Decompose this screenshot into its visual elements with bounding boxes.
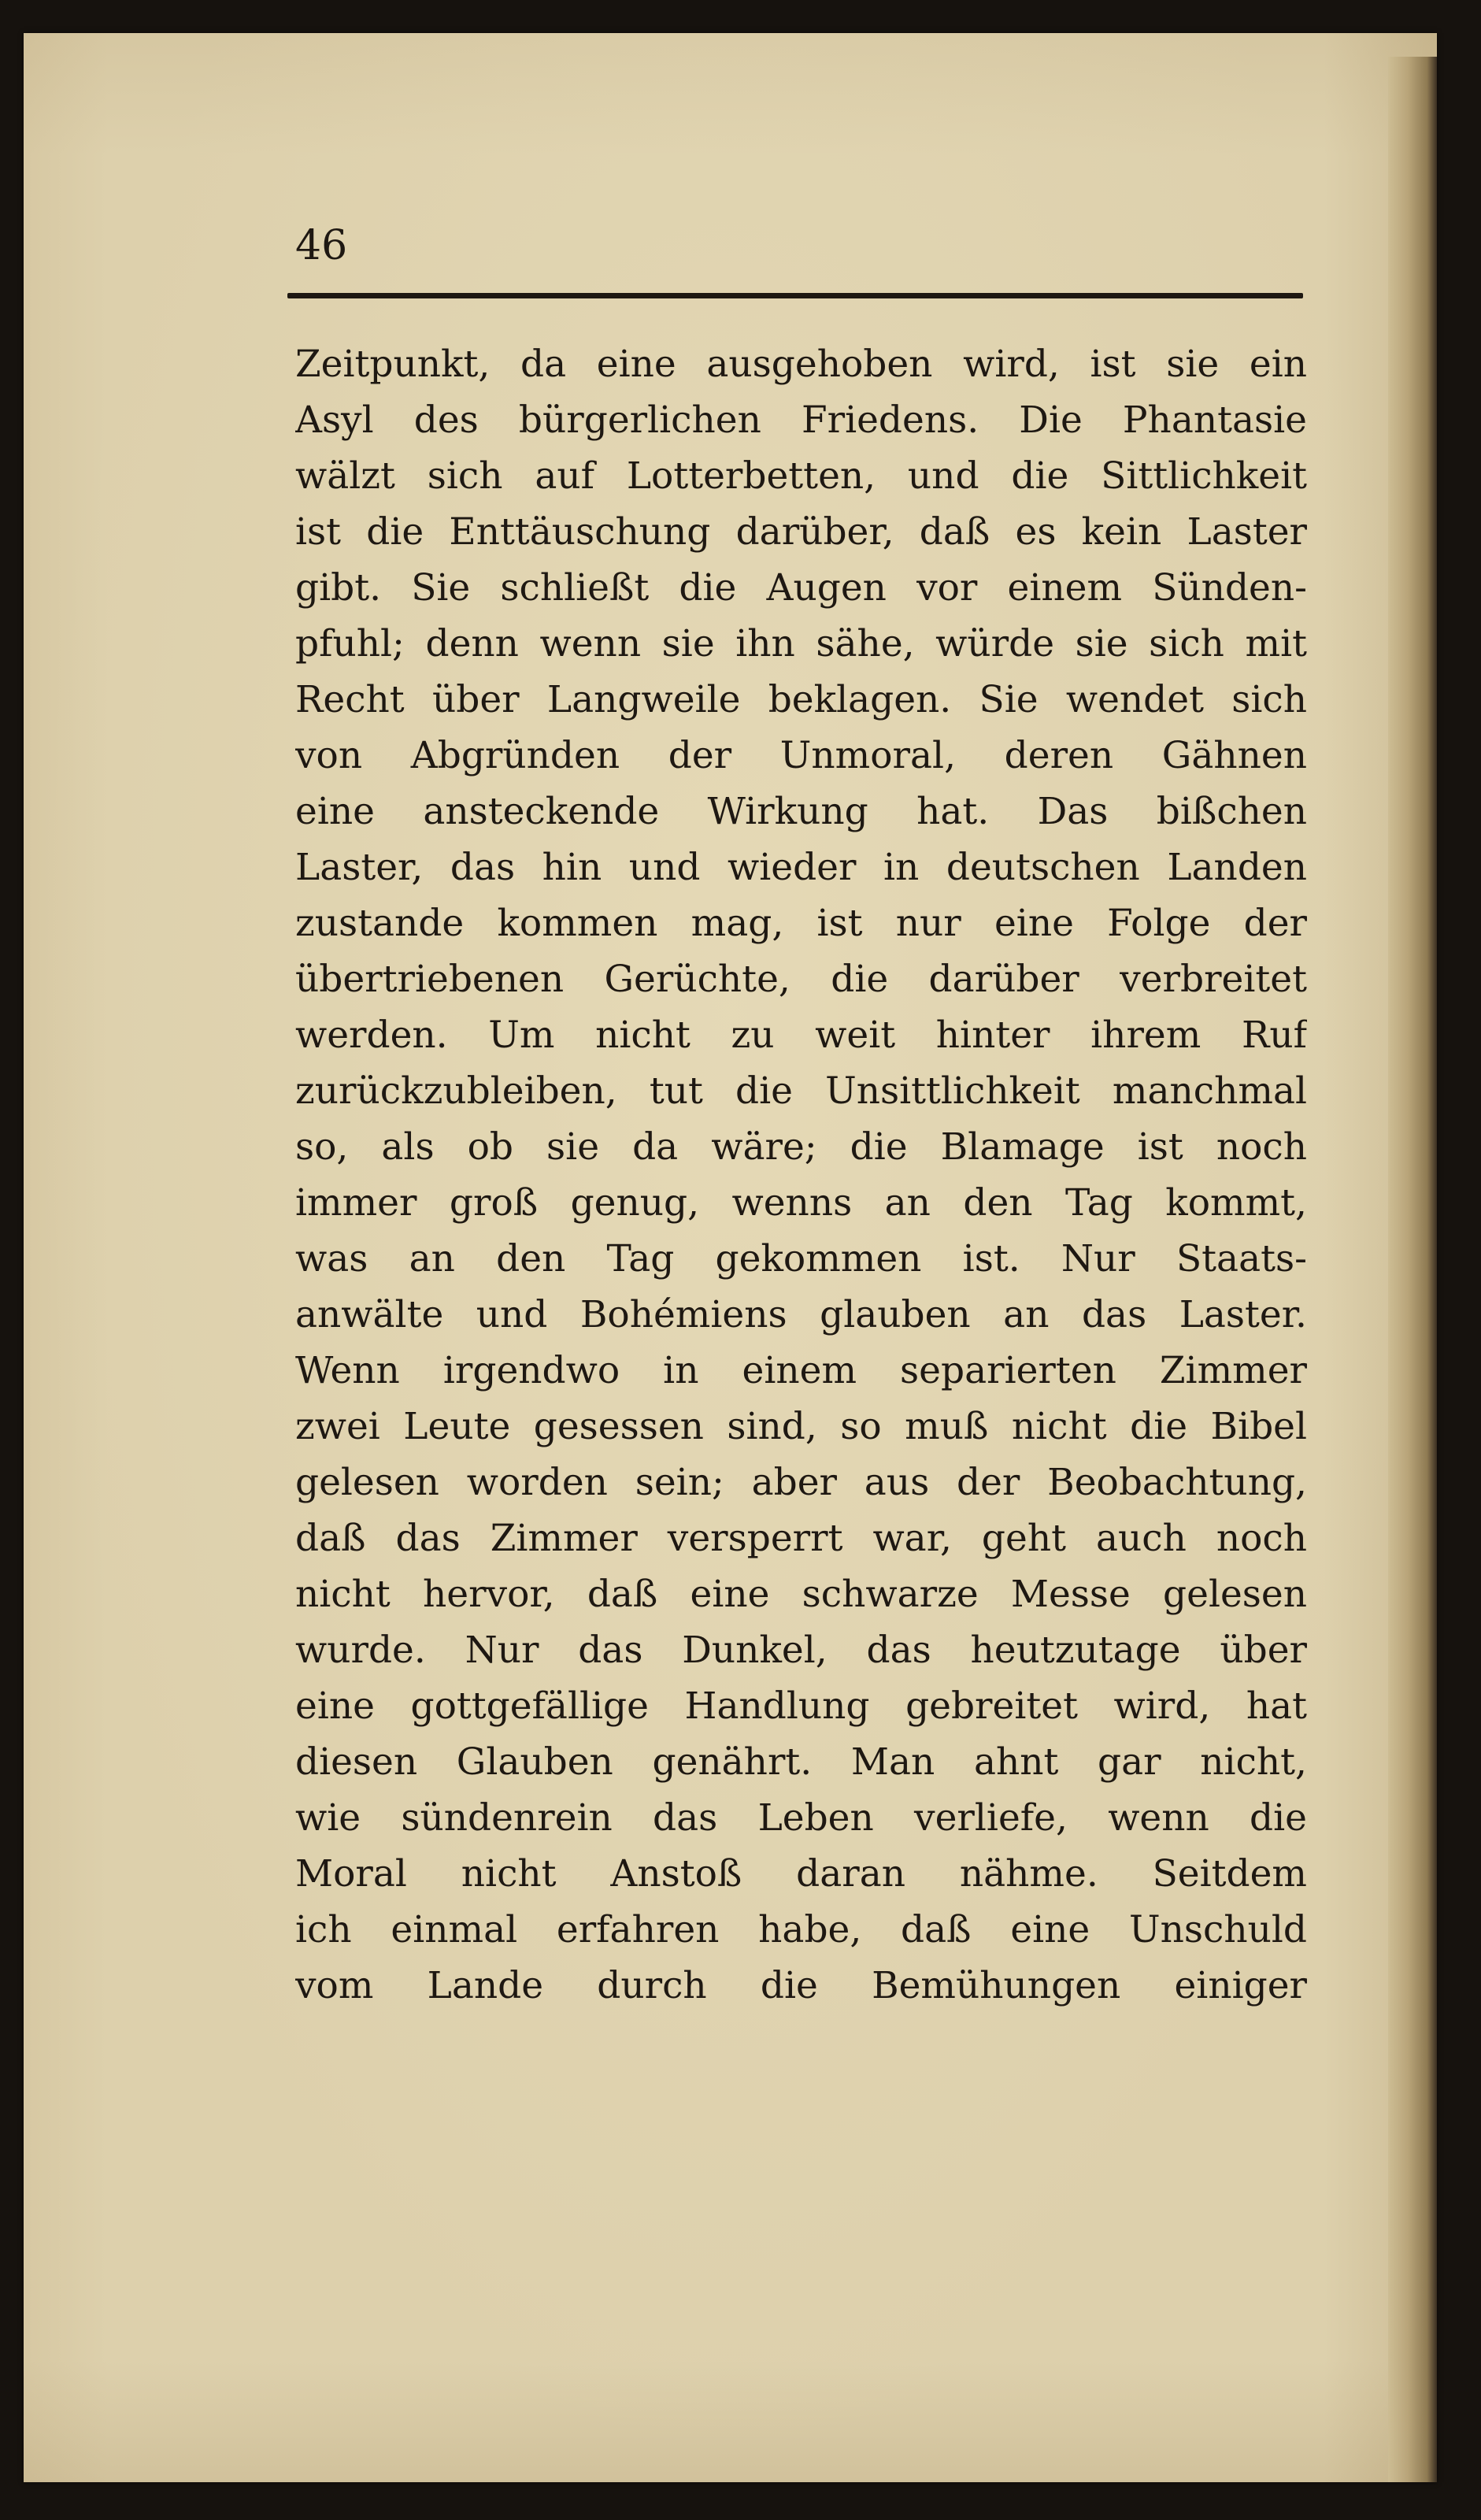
text-line: immer groß genug, wenns an den Tag kommt,	[295, 1181, 1307, 1225]
text-line: vom Lande durch die Bemühungen einiger	[295, 1964, 1307, 2007]
text-line: eine gottgefällige Handlung gebreitet wird, hat	[295, 1684, 1307, 1728]
text-line: übertriebenen Gerüchte, die darüber verbreitet	[295, 958, 1307, 1001]
text-line: zustande kommen mag, ist nur eine Folge der	[295, 902, 1307, 945]
text-line: eine ansteckende Wirkung hat. Das bißchen	[295, 790, 1307, 833]
page-edge-shadow	[1388, 57, 1437, 2482]
text-line: zurückzubleiben, tut die Unsittlichkeit manchmal	[295, 1069, 1307, 1113]
text-line: ist die Enttäuschung darüber, daß es kein Laster	[295, 510, 1307, 554]
text-line: Moral nicht Anstoß daran nähme. Seitdem	[295, 1852, 1307, 1896]
text-line: wurde. Nur das Dunkel, das heutzutage über	[295, 1629, 1307, 1672]
text-line: ich einmal erfahren habe, daß eine Unschuld	[295, 1908, 1307, 1951]
text-line: gibt. Sie schließt die Augen vor einem Sünden-	[295, 566, 1307, 610]
page-number: 46	[295, 222, 348, 269]
text-line: wälzt sich auf Lotterbetten, und die Sittlichkeit	[295, 454, 1307, 498]
text-line: Wenn irgendwo in einem separierten Zimmer	[295, 1349, 1307, 1392]
text-line: diesen Glauben genährt. Man ahnt gar nicht,	[295, 1740, 1307, 1784]
text-line: so, als ob sie da wäre; die Blamage ist noch	[295, 1125, 1307, 1169]
text-line: Zeitpunkt, da eine ausgehoben wird, ist sie ein	[295, 343, 1307, 386]
text-line: Asyl des bürgerlichen Friedens. Die Phantasie	[295, 398, 1307, 442]
text-line: Recht über Langweile beklagen. Sie wendet sich	[295, 678, 1307, 721]
text-line: wie sündenrein das Leben verliefe, wenn die	[295, 1796, 1307, 1840]
text-line: zwei Leute gesessen sind, so muß nicht die Bibel	[295, 1405, 1307, 1448]
text-line: nicht hervor, daß eine schwarze Messe gelesen	[295, 1573, 1307, 1616]
header-rule	[287, 293, 1303, 298]
text-line: pfuhl; denn wenn sie ihn sähe, würde sie sich mit	[295, 622, 1307, 665]
page-sheet	[24, 33, 1437, 2482]
text-line: daß das Zimmer versperrt war, geht auch noch	[295, 1517, 1307, 1560]
text-line: was an den Tag gekommen ist. Nur Staats-	[295, 1237, 1307, 1280]
text-line: Laster, das hin und wieder in deutschen Landen	[295, 846, 1307, 889]
text-line: werden. Um nicht zu weit hinter ihrem Ruf	[295, 1014, 1307, 1057]
text-line: von Abgründen der Unmoral, deren Gähnen	[295, 734, 1307, 777]
text-line: anwälte und Bohémiens glauben an das Laster.	[295, 1293, 1307, 1336]
body-text	[295, 336, 1307, 2014]
text-line: gelesen worden sein; aber aus der Beobachtung,	[295, 1461, 1307, 1504]
